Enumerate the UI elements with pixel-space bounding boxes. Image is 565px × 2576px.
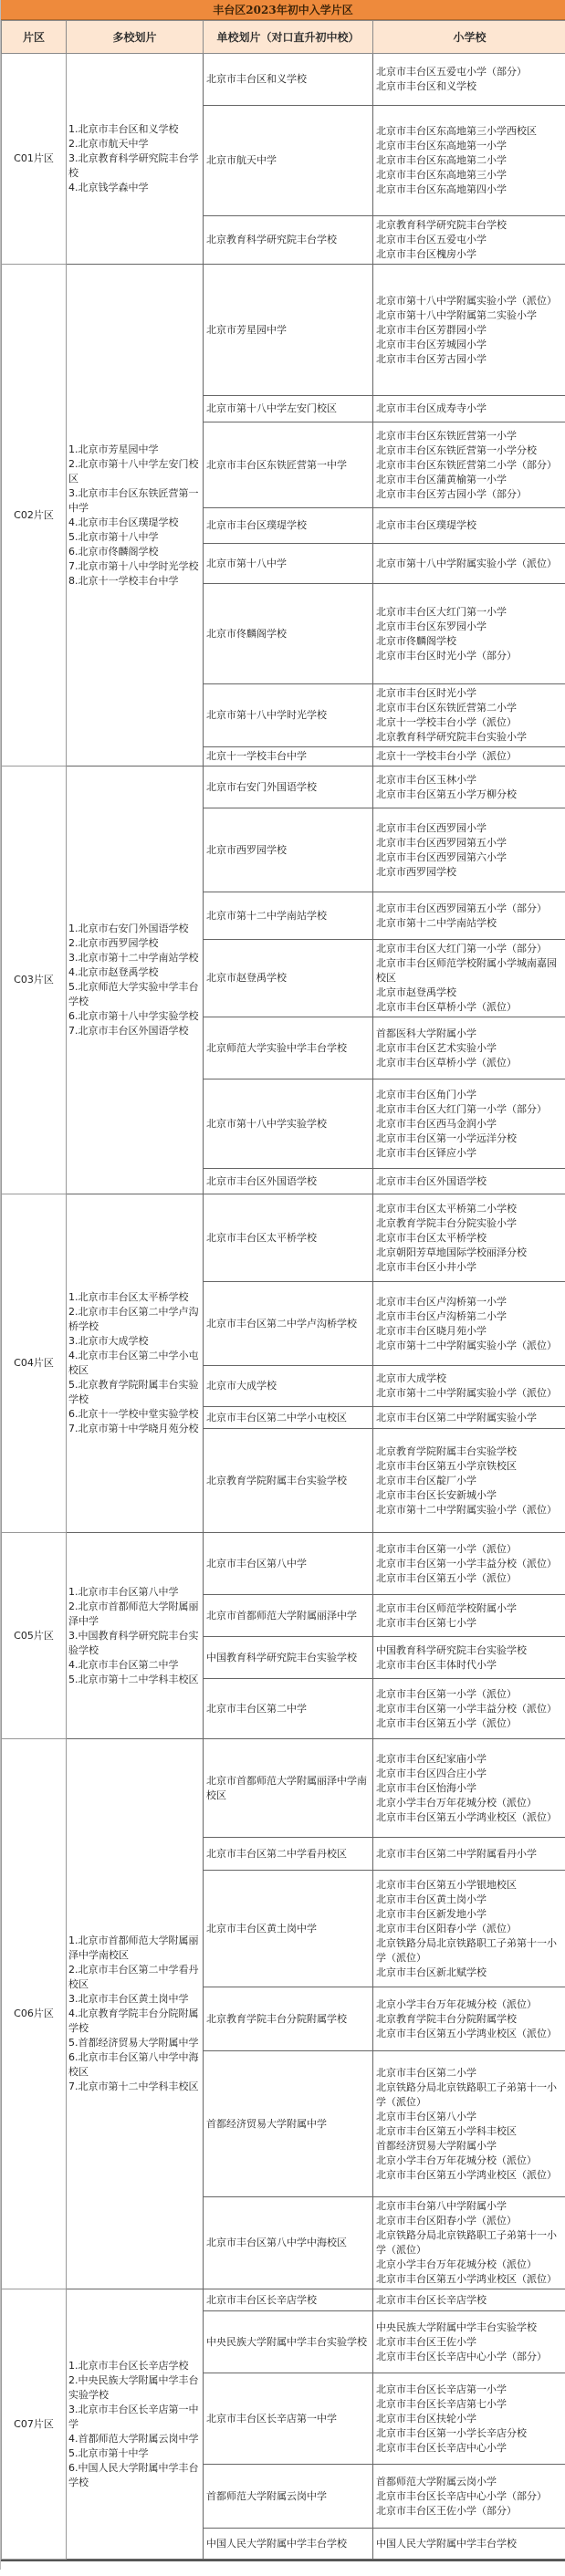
multi-school-item: 4.北京市丰台区第二中学小屯校区 (68, 1350, 199, 1376)
primary-school-list (373, 2197, 565, 2289)
multi-school-item: 5.北京教育学院附属丰台实验学校 (68, 1379, 199, 1405)
primary-school-item: 北京市丰台区璞瑅学校 (376, 519, 476, 531)
primary-school-list (373, 684, 565, 747)
multi-school-item: 3.北京市丰台区东铁匠营第一中学 (68, 486, 199, 514)
primary-school-item: 北京市丰台区第五小学鸿业校区（派位） (376, 2273, 557, 2285)
primary-school-item: 北京市丰台区长安新城小学 (376, 1488, 497, 1501)
multi-school-item: 4.北京教育学院丰台分院附属学校 (68, 2008, 199, 2034)
single-school-cell: 北京师范大学实验中学丰台学校 (204, 1017, 373, 1079)
primary-school-item: 北京市丰台区西罗园第五小学 (376, 836, 507, 849)
single-school-cell: 北京市丰台区璞瑅学校 (204, 508, 373, 544)
primary-school-item: 北京市第十八中学附属实验小学（派位） (376, 294, 557, 307)
table-row (2, 54, 565, 106)
primary-school-item: 北京市丰台区第一小学（派位） (376, 1542, 517, 1555)
primary-school-item: 北京市丰台区玉林小学 (376, 773, 476, 786)
primary-school-item: 北京市丰台区丰体时代小学 (376, 1658, 497, 1671)
multi-school-list (67, 54, 204, 265)
primary-school-item: 北京小学丰台万年花城分校（派位） (376, 2258, 537, 2270)
primary-school-list (373, 2465, 565, 2529)
multi-school-item: 4.北京钱学森中学 (68, 182, 149, 193)
primary-school-item: 北京市丰台区阳春小学（派位） (376, 1922, 517, 1935)
primary-school-item: 北京市丰台区第五小学鸿业校区（派位） (376, 1810, 557, 1823)
primary-school-item: 北京市丰台区扶轮小学 (376, 2412, 476, 2425)
multi-school-item: 1.北京市芳星园中学 (68, 443, 159, 455)
multi-school-list (67, 1533, 204, 1739)
single-school-cell: 北京市丰台区第二中学 (204, 1679, 373, 1739)
multi-school-item: 6.中国人民大学附属中学丰台学校 (68, 2461, 199, 2488)
primary-school-item: 北京市丰台区和义学校 (376, 80, 476, 92)
primary-school-item: 北京教育学院附属丰台实验学校 (376, 1444, 517, 1457)
multi-school-item: 6.北京十一学校中堂实验学校 (68, 1408, 199, 1420)
primary-school-item: 北京市丰台区铎应小学 (376, 1146, 476, 1159)
primary-school-item: 北京市丰台区长辛店中心小学（部分） (376, 2350, 547, 2362)
zone-label: C06片区 (2, 1739, 67, 2289)
primary-school-item: 北京市丰台区西罗园小学 (376, 821, 487, 834)
primary-school-list (373, 1366, 565, 1407)
header-multi-school: 多校划片 (67, 21, 204, 54)
multi-school-list (67, 1739, 204, 2289)
zone-label: C02片区 (2, 265, 67, 767)
multi-school-item: 2.北京市航天中学 (68, 138, 149, 150)
primary-school-item: 北京市丰台区大红门第一小学（部分） (376, 1102, 547, 1115)
primary-school-item: 北京市丰台区第五小学（派位） (376, 1571, 517, 1584)
primary-school-item: 北京市丰台区五爱屯小学（部分） (376, 66, 527, 78)
primary-school-list (373, 767, 565, 808)
primary-school-item: 北京市丰台区芳群园小学 (376, 323, 487, 336)
table-row (2, 1194, 565, 1282)
table-row (2, 1533, 565, 1595)
primary-school-item: 北京市丰台区长辛店第一小学 (376, 2383, 507, 2395)
primary-school-list (373, 1679, 565, 1739)
primary-school-item: 北京市丰台区第五小学京铁校区 (376, 1459, 517, 1472)
primary-school-list (373, 1987, 565, 2051)
multi-school-item: 5.北京市第十二中学科丰校区 (68, 1673, 199, 1685)
primary-school-item: 北京市丰台区太平桥第二小学校 (376, 1202, 517, 1215)
primary-school-list (373, 808, 565, 892)
primary-school-list (373, 216, 565, 265)
primary-school-item: 北京市丰台区王佐小学（部分） (376, 2504, 517, 2517)
primary-school-list (373, 2529, 565, 2560)
multi-school-item: 8.北京十一学校丰台中学 (68, 574, 179, 587)
primary-school-item: 北京市第十二中学附属实验小学（派位） (376, 1503, 557, 1516)
primary-school-list (373, 2051, 565, 2197)
primary-school-item: 北京市第十二中学附属实验小学（派位） (376, 1339, 557, 1351)
primary-school-item: 北京铁路分局北京铁路职工子弟第十一小学（派位） (376, 2081, 557, 2108)
primary-school-item: 北京市丰台区第五小学（派位） (376, 1716, 517, 1729)
primary-school-item: 北京市丰台区长辛店学校 (376, 2293, 487, 2306)
primary-school-item: 北京市丰台区第二中学附属看丹小学 (376, 1847, 537, 1860)
multi-school-item: 2.中央民族大学附属中学丰台实验学校 (68, 2373, 199, 2401)
single-school-cell: 北京教育学院丰台分院附属学校 (204, 1987, 373, 2051)
primary-school-item: 北京市丰台区芳城园小学 (376, 338, 487, 350)
primary-school-list (373, 1079, 565, 1169)
primary-school-item: 北京铁路分局北京铁路职工子弟第十一小学（派位） (376, 1936, 557, 1964)
page-title: 丰台区2023年初中入学片区 (1, 0, 565, 20)
primary-school-item: 北京市丰台区第一小学（派位） (376, 1687, 517, 1700)
primary-school-item: 北京市丰台区东铁匠营第一小学分校 (376, 443, 537, 456)
multi-school-item: 1.北京市丰台区第八中学 (68, 1585, 179, 1598)
primary-school-item: 北京市第十二中学南站学校 (376, 916, 497, 929)
primary-school-item: 北京市丰台区第五小学银地校区 (376, 1878, 517, 1891)
single-school-cell: 首都师范大学附属云岗中学 (204, 2465, 373, 2529)
primary-school-item: 北京十一学校丰台小学（派位） (376, 750, 517, 762)
primary-school-item: 北京市丰台区大红门第一小学（部分） (376, 943, 547, 954)
single-school-cell: 北京市丰台区外国语学校 (204, 1169, 373, 1194)
primary-school-item: 北京教育科学研究院丰台实验小学 (376, 731, 527, 743)
primary-school-item: 北京市丰台区长辛店第七小学 (376, 2397, 507, 2410)
primary-school-item: 北京市丰台第八中学附属小学 (376, 2200, 507, 2212)
single-school-cell: 北京市首都师范大学附属丽泽中学 (204, 1595, 373, 1637)
primary-school-item: 北京市丰台区卢沟桥第一小学 (376, 1295, 507, 1308)
primary-school-item: 北京教育学院丰台分院实验小学 (376, 1216, 517, 1229)
multi-school-item: 3.北京市第十二中学南站学校 (68, 952, 199, 964)
primary-school-item: 北京市丰台区蒲黄榆第一小学 (376, 473, 507, 485)
primary-school-item: 北京市丰台区第一小学长辛店分校 (376, 2426, 527, 2439)
primary-school-item: 北京市丰台区王佐小学 (376, 2335, 476, 2348)
primary-school-item: 北京铁路分局北京铁路职工子弟第十一小学（派位） (376, 2229, 557, 2256)
single-school-cell: 北京教育学院附属丰台实验学校 (204, 1429, 373, 1533)
table-row (2, 2289, 565, 2311)
multi-school-item: 5.北京师范大学实验中学丰台学校 (68, 981, 199, 1007)
primary-school-list (373, 1533, 565, 1595)
zone-label: C05片区 (2, 1533, 67, 1739)
primary-school-item: 北京市丰台区第五小学鸿业校区（派位） (376, 2027, 557, 2039)
zone-label: C01片区 (2, 54, 67, 265)
multi-school-item: 2.北京市丰台区第二中学卢沟桥学校 (68, 1306, 199, 1332)
single-school-cell: 北京市大成学校 (204, 1366, 373, 1407)
primary-school-item: 北京市丰台区第八小学 (376, 2110, 476, 2122)
primary-school-item: 北京市西罗园学校 (376, 865, 456, 878)
single-school-cell: 北京市第十八中学左安门校区 (204, 396, 373, 422)
primary-school-item: 北京小学丰台万年花城分校（派位） (376, 2154, 537, 2166)
primary-school-item: 北京市丰台区第二中学附属实验小学 (376, 1411, 537, 1424)
multi-school-item: 1.北京市右安门外国语学校 (68, 923, 189, 934)
single-school-cell: 北京市第十八中学实验学校 (204, 1079, 373, 1169)
primary-school-item: 北京市丰台区芳古园小学 (376, 352, 487, 365)
primary-school-item: 北京市第十二中学附属实验小学（派位） (376, 1387, 557, 1399)
primary-school-item: 北京市丰台区第一小学远洋分校 (376, 1132, 517, 1144)
primary-school-list (373, 1739, 565, 1838)
primary-school-item: 北京市丰台区新北赋学校 (376, 1966, 487, 1978)
primary-school-item: 北京市丰台区时光小学（部分） (376, 649, 517, 662)
primary-school-item: 北京市丰台区西罗园第五小学（部分） (376, 902, 547, 914)
single-school-cell: 北京市西罗园学校 (204, 808, 373, 892)
primary-school-item: 北京市丰台区师范学校附属小学城南嘉园校区 (376, 957, 557, 984)
primary-school-item: 北京市丰台区第二小学 (376, 2066, 476, 2079)
primary-school-item: 北京市丰台区芳古园小学（部分） (376, 487, 527, 500)
primary-school-item: 中央民族大学附属中学丰台实验学校 (376, 2320, 537, 2333)
primary-school-list (373, 2373, 565, 2465)
primary-school-item: 北京市丰台区阳春小学（派位） (376, 2215, 517, 2227)
primary-school-list (373, 892, 565, 940)
multi-school-item: 5.首都经济贸易大学附属中学 (68, 2037, 199, 2049)
primary-school-item: 北京市丰台区外国语学校 (376, 1174, 487, 1187)
table-header-row (2, 21, 565, 54)
multi-school-item: 1.北京市丰台区太平桥学校 (68, 1291, 189, 1303)
single-school-cell: 北京市丰台区第八中学中海校区 (204, 2197, 373, 2289)
primary-school-list (373, 1169, 565, 1194)
single-school-cell: 北京市丰台区第二中学看丹校区 (204, 1838, 373, 1871)
primary-school-item: 北京市丰台区东铁匠营第一小学 (376, 429, 517, 442)
primary-school-item: 北京市丰台区五爱屯小学 (376, 234, 487, 245)
primary-school-item: 北京市丰台区草桥小学（派位） (376, 1056, 517, 1069)
single-school-cell: 北京市航天中学 (204, 106, 373, 216)
primary-school-list (373, 396, 565, 422)
single-school-cell: 北京市丰台区东铁匠营第一中学 (204, 422, 373, 508)
multi-school-item: 2.北京市丰台区第二中学看丹校区 (68, 1964, 199, 1990)
primary-school-item: 北京市丰台区西罗园第六小学 (376, 850, 507, 863)
primary-school-item: 中国教育科学研究院丰台实验学校 (376, 1643, 527, 1656)
primary-school-item: 北京市丰台区纪家庙小学 (376, 1752, 487, 1765)
primary-school-list (373, 1838, 565, 1871)
primary-school-item: 北京市丰台区时光小学 (376, 687, 476, 699)
multi-school-item: 7.北京市第十八中学时光学校 (68, 559, 199, 572)
multi-school-item: 1.北京市丰台区和义学校 (68, 123, 179, 135)
single-school-cell: 北京市丰台区长辛店第一中学 (204, 2373, 373, 2465)
multi-school-item: 4.北京市丰台区第二中学 (68, 1658, 179, 1671)
primary-school-item: 北京市丰台区东高地第四小学 (376, 183, 507, 195)
multi-school-item: 1.北京市丰台区长辛店学校 (68, 2359, 189, 2372)
multi-school-item: 4.北京市赵登禹学校 (68, 966, 159, 978)
primary-school-item: 北京市丰台区槐房小学 (376, 248, 476, 260)
multi-school-item: 3.中国教育科学研究院丰台实验学校 (68, 1629, 199, 1656)
zone-label: C07片区 (2, 2289, 67, 2560)
primary-school-item: 北京市丰台区大红门第一小学 (376, 605, 507, 618)
primary-school-item: 北京市丰台区东铁匠营第二小学 (376, 702, 517, 714)
multi-school-item: 7.北京市第十二中学科丰校区 (68, 2081, 199, 2092)
primary-school-item: 北京市大成学校 (376, 1372, 446, 1384)
multi-school-item: 1.北京市首都师范大学附属丽泽中学南校区 (68, 1935, 199, 1961)
single-school-cell: 北京市丰台区第二中学卢沟桥学校 (204, 1282, 373, 1366)
primary-school-item: 北京市丰台区草桥小学（派位） (376, 1001, 517, 1013)
primary-school-list (373, 1017, 565, 1079)
primary-school-list (373, 1407, 565, 1429)
single-school-cell: 北京教育科学研究院丰台学校 (204, 216, 373, 265)
multi-school-item: 2.北京市西罗园学校 (68, 937, 159, 949)
primary-school-item: 北京市丰台区四合庄小学 (376, 1767, 487, 1779)
primary-school-list (373, 1282, 565, 1366)
primary-school-item: 北京市丰台区新发地小学 (376, 1907, 487, 1920)
multi-school-item: 2.北京市第十八中学左安门校区 (68, 457, 199, 485)
multi-school-list (67, 767, 204, 1194)
primary-school-item: 北京市丰台区太平桥学校 (376, 1231, 487, 1244)
primary-school-item: 北京市第十八中学附属实验小学（派位） (376, 557, 557, 569)
primary-school-list (373, 2289, 565, 2311)
primary-school-list (373, 584, 565, 684)
primary-school-list (373, 1637, 565, 1679)
primary-school-item: 北京市丰台区第五小学鸿业校区（派位） (376, 2168, 557, 2181)
primary-school-list (373, 1871, 565, 1987)
primary-school-item: 北京市丰台区长辛店中心小学（部分） (376, 2489, 547, 2502)
single-school-cell: 北京市第十八中学 (204, 544, 373, 584)
multi-school-item: 6.北京市佟麟阁学校 (68, 545, 159, 558)
primary-school-item: 北京教育学院丰台分院附属学校 (376, 2012, 517, 2025)
primary-school-item: 北京市丰台区第五小学万柳分校 (376, 787, 517, 800)
zone-label: C03片区 (2, 767, 67, 1194)
primary-school-item: 北京市丰台区小井小学 (376, 1260, 476, 1273)
primary-school-item: 北京市丰台区艺术实验小学 (376, 1041, 497, 1054)
single-school-cell: 中国人民大学附属中学丰台学校 (204, 2529, 373, 2560)
single-school-cell: 首都经济贸易大学附属中学 (204, 2051, 373, 2197)
table-row (2, 1739, 565, 1838)
single-school-cell: 北京市丰台区长辛店学校 (204, 2289, 373, 2311)
primary-school-item: 北京小学丰台万年花城分校（派位） (376, 1796, 537, 1809)
primary-school-list (373, 2311, 565, 2373)
single-school-cell: 北京十一学校丰台中学 (204, 747, 373, 767)
single-school-cell: 北京市丰台区太平桥学校 (204, 1194, 373, 1282)
single-school-cell: 中央民族大学附属中学丰台实验学校 (204, 2311, 373, 2373)
primary-school-list (373, 106, 565, 216)
primary-school-list (373, 508, 565, 544)
multi-school-list (67, 265, 204, 767)
multi-school-list (67, 1194, 204, 1533)
primary-school-item: 首都经济贸易大学附属小学 (376, 2139, 497, 2152)
primary-school-item: 北京市丰台区成寿寺小学 (376, 402, 487, 414)
multi-school-item: 4.首都师范大学附属云岗中学 (68, 2432, 199, 2445)
primary-school-item: 北京市丰台区东高地第三小学西校区 (376, 125, 537, 137)
single-school-cell: 北京市芳星园中学 (204, 265, 373, 396)
single-school-cell: 北京市首都师范大学附属丽泽中学南校区 (204, 1739, 373, 1838)
single-school-cell: 北京市丰台区和义学校 (204, 54, 373, 106)
multi-school-item: 5.北京市第十八中学 (68, 530, 159, 543)
primary-school-list (373, 265, 565, 396)
primary-school-list (373, 54, 565, 106)
single-school-cell: 北京市佟麟阁学校 (204, 584, 373, 684)
primary-school-item: 北京市丰台区第一小学丰益分校（派位） (376, 1557, 557, 1570)
primary-school-list (373, 1194, 565, 1282)
primary-school-item: 北京市丰台区第一小学丰益分校（派位） (376, 1702, 557, 1715)
primary-school-item: 首都师范大学附属云岗小学 (376, 2475, 497, 2487)
multi-school-list (67, 2289, 204, 2560)
multi-school-item: 7.北京市第十中学晓月苑分校 (68, 1423, 199, 1434)
primary-school-item: 北京市丰台区西马金润小学 (376, 1117, 497, 1130)
multi-school-item: 3.北京市丰台区长辛店第一中学 (68, 2403, 199, 2430)
primary-school-item: 中国人民大学附属中学丰台学校 (376, 2537, 517, 2550)
primary-school-item: 北京市丰台区卢沟桥第二小学 (376, 1309, 507, 1322)
table-row (2, 265, 565, 396)
single-school-cell: 北京市丰台区第八中学 (204, 1533, 373, 1595)
primary-school-list (373, 1595, 565, 1637)
primary-school-item: 北京市丰台区黄土岗小学 (376, 1893, 487, 1905)
primary-school-item: 北京市丰台区晓月苑小学 (376, 1324, 487, 1337)
primary-school-item: 北京十一学校丰台小学（派位） (376, 716, 517, 728)
table-bottom-border (1, 2560, 565, 2570)
multi-school-item: 6.北京市丰台区第八中学中海校区 (68, 2051, 199, 2078)
primary-school-item: 北京市丰台区东罗园小学 (376, 620, 487, 632)
single-school-cell: 北京市丰台区第二中学小屯校区 (204, 1407, 373, 1429)
primary-school-item: 北京教育科学研究院丰台学校 (376, 219, 507, 231)
zone-label: C04片区 (2, 1194, 67, 1533)
single-school-cell: 北京市右安门外国语学校 (204, 767, 373, 808)
header-single-school: 单校划片（对口直升初中校） (204, 21, 373, 54)
primary-school-item: 北京市丰台区靛厂小学 (376, 1474, 476, 1486)
primary-school-item: 北京市丰台区第七小学 (376, 1616, 476, 1629)
primary-school-list (373, 747, 565, 767)
multi-school-item: 4.北京市丰台区璞瑅学校 (68, 516, 179, 528)
primary-school-item: 北京市丰台区角门小学 (376, 1088, 476, 1100)
primary-school-item: 北京朝阳芳草地国际学校丽泽分校 (376, 1246, 527, 1258)
primary-school-list (373, 544, 565, 584)
multi-school-item: 3.北京市丰台区黄土岗中学 (68, 1993, 189, 2005)
primary-school-item: 北京市丰台区东高地第一小学 (376, 140, 507, 151)
primary-school-item: 北京小学丰台万年花城分校（派位） (376, 1997, 537, 2010)
header-primary-school: 小学校 (373, 21, 565, 54)
primary-school-item: 北京市佟麟阁学校 (376, 634, 456, 647)
multi-school-item: 3.北京教育科学研究院丰台学校 (68, 152, 199, 179)
header-zone: 片区 (2, 21, 67, 54)
table-body (2, 54, 565, 2560)
primary-school-item: 北京市丰台区第五小学科丰校区 (376, 2124, 517, 2137)
multi-school-item: 2.北京市首都师范大学附属丽泽中学 (68, 1600, 199, 1627)
multi-school-item: 3.北京市大成学校 (68, 1335, 149, 1347)
primary-school-item: 北京市丰台区长辛店中心小学 (376, 2441, 507, 2454)
table-row (2, 767, 565, 808)
single-school-cell: 北京市赵登禹学校 (204, 940, 373, 1017)
primary-school-list (373, 422, 565, 508)
single-school-cell: 北京市第十二中学南站学校 (204, 892, 373, 940)
single-school-cell: 北京市丰台区黄土岗中学 (204, 1871, 373, 1987)
primary-school-list (373, 1429, 565, 1533)
primary-school-item: 首都医科大学附属小学 (376, 1027, 476, 1039)
multi-school-item: 5.北京市第十中学 (68, 2446, 149, 2459)
multi-school-item: 6.北京市第十八中学实验学校 (68, 1010, 199, 1022)
primary-school-list (373, 940, 565, 1017)
primary-school-item: 北京市赵登禹学校 (376, 986, 456, 998)
primary-school-item: 北京市丰台区东高地第三小学 (376, 169, 507, 181)
primary-school-item: 北京市丰台区怡海小学 (376, 1781, 476, 1794)
single-school-cell: 中国教育科学研究院丰台实验学校 (204, 1637, 373, 1679)
primary-school-item: 北京市丰台区东铁匠营第二小学（部分） (376, 458, 557, 471)
primary-school-item: 北京市第十八中学附属第二实验小学 (376, 308, 537, 321)
single-school-cell: 北京市第十八中学时光学校 (204, 684, 373, 747)
multi-school-item: 7.北京市丰台区外国语学校 (68, 1025, 189, 1037)
primary-school-item: 北京市丰台区师范学校附属小学 (376, 1601, 517, 1614)
primary-school-item: 北京市丰台区东高地第二小学 (376, 154, 507, 166)
zone-table (1, 20, 565, 2560)
